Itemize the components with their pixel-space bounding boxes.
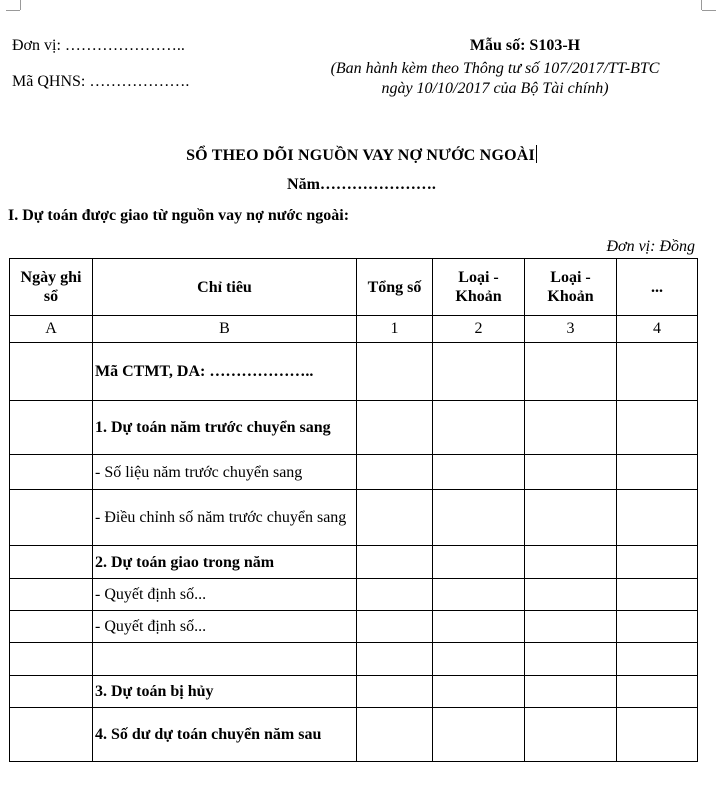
cell-more[interactable] [617, 579, 698, 611]
cell-date[interactable] [10, 343, 93, 401]
cell-more[interactable] [617, 401, 698, 455]
cell-date[interactable] [10, 611, 93, 643]
cell-total[interactable] [357, 708, 433, 762]
column-code: 2 [433, 316, 525, 343]
table-row [10, 579, 698, 611]
cell-total[interactable] [357, 579, 433, 611]
cell-category-1[interactable] [433, 611, 525, 643]
table-header-row [10, 259, 698, 316]
cell-date[interactable] [10, 455, 93, 490]
cell-category-1[interactable] [433, 401, 525, 455]
cell-category-2[interactable] [525, 643, 617, 676]
cell-category-2[interactable] [525, 546, 617, 579]
cell-category-1[interactable] [433, 676, 525, 708]
currency-unit-note: Đơn vị: Đồng [606, 238, 695, 255]
cell-category-1[interactable] [433, 343, 525, 401]
row-label: 3. Dự toán bị hủy [93, 676, 357, 708]
cell-category-1[interactable] [433, 643, 525, 676]
column-code: 3 [525, 316, 617, 343]
cell-more[interactable] [617, 643, 698, 676]
row-label: Mã CTMT, DA: ……………….. [93, 343, 357, 401]
cell-category-2[interactable] [525, 455, 617, 490]
col-header-indicator: Chỉ tiêu [93, 259, 357, 316]
col-header-category-2: Loại - Khoản [525, 259, 617, 316]
row-label: 1. Dự toán năm trước chuyển sang [93, 401, 357, 455]
issued-by-line1: (Ban hành kèm theo Thông tư số 107/2017/TT-BTC [330, 60, 660, 77]
cell-total[interactable] [357, 401, 433, 455]
cell-date[interactable] [10, 643, 93, 676]
col-header-total: Tổng số [357, 259, 433, 316]
cell-total[interactable] [357, 611, 433, 643]
col-header-more: ... [617, 259, 698, 316]
col-header-date: Ngày ghi sổ [10, 259, 93, 316]
cell-category-1[interactable] [433, 579, 525, 611]
table-row [10, 643, 698, 676]
ledger-table [9, 258, 698, 762]
table-row [10, 343, 698, 401]
cell-date[interactable] [10, 490, 93, 546]
column-code: 1 [357, 316, 433, 343]
cell-total[interactable] [357, 546, 433, 579]
cell-total[interactable] [357, 643, 433, 676]
row-label: - Quyết định số... [93, 579, 357, 611]
col-header-category-1: Loại - Khoản [433, 259, 525, 316]
cell-more[interactable] [617, 546, 698, 579]
row-label: 2. Dự toán giao trong năm [93, 546, 357, 579]
document-title [0, 145, 723, 165]
header-right [290, 36, 700, 99]
table-row [10, 546, 698, 579]
cell-total[interactable] [357, 490, 433, 546]
cell-date[interactable] [10, 708, 93, 762]
cell-category-2[interactable] [525, 490, 617, 546]
cell-category-1[interactable] [433, 455, 525, 490]
issued-by-line2: ngày 10/10/2017 của Bộ Tài chính) [381, 80, 609, 97]
cell-total[interactable] [357, 343, 433, 401]
table-row [10, 401, 698, 455]
budget-code-label: Mã QHNS: ………………. [12, 73, 190, 90]
table-row [10, 676, 698, 708]
cell-more[interactable] [617, 611, 698, 643]
cell-total[interactable] [357, 455, 433, 490]
row-label: - Điều chỉnh số năm trước chuyển sang [93, 490, 357, 546]
table-row [10, 455, 698, 490]
cell-category-1[interactable] [433, 708, 525, 762]
text-cursor [536, 145, 537, 163]
margin-mark-right [701, 0, 702, 10]
cell-category-2[interactable] [525, 579, 617, 611]
row-label: - Số liệu năm trước chuyển sang [93, 455, 357, 490]
cell-category-1[interactable] [433, 490, 525, 546]
column-code: 4 [617, 316, 698, 343]
row-label [93, 643, 357, 676]
unit-label: Đơn vị: ………………….. [12, 37, 185, 54]
cell-date[interactable] [10, 579, 93, 611]
cell-date[interactable] [10, 546, 93, 579]
cell-category-2[interactable] [525, 343, 617, 401]
table-row [10, 611, 698, 643]
cell-more[interactable] [617, 490, 698, 546]
cell-more[interactable] [617, 676, 698, 708]
column-code: B [93, 316, 357, 343]
cell-total[interactable] [357, 676, 433, 708]
column-code: A [10, 316, 93, 343]
year-label: Năm…………………. [287, 176, 436, 193]
column-code-row [10, 316, 698, 343]
margin-mark-left [20, 0, 21, 10]
cell-category-2[interactable] [525, 708, 617, 762]
cell-more[interactable] [617, 708, 698, 762]
cell-more[interactable] [617, 455, 698, 490]
table-row [10, 708, 698, 762]
cell-category-1[interactable] [433, 546, 525, 579]
cell-category-2[interactable] [525, 611, 617, 643]
row-label: 4. Số dư dự toán chuyển năm sau [93, 708, 357, 762]
cell-date[interactable] [10, 676, 93, 708]
cell-category-2[interactable] [525, 401, 617, 455]
cell-more[interactable] [617, 343, 698, 401]
form-number: Mẫu số: S103-H [469, 37, 581, 54]
table-row [10, 490, 698, 546]
cell-category-2[interactable] [525, 676, 617, 708]
document-title-text: SỔ THEO DÕI NGUỒN VAY NỢ NƯỚC NGOÀI [186, 147, 535, 164]
row-label: - Quyết định số... [93, 611, 357, 643]
section-heading: I. Dự toán được giao từ nguồn vay nợ nước ngoài: [8, 207, 350, 224]
cell-date[interactable] [10, 401, 93, 455]
header-left [12, 36, 189, 92]
